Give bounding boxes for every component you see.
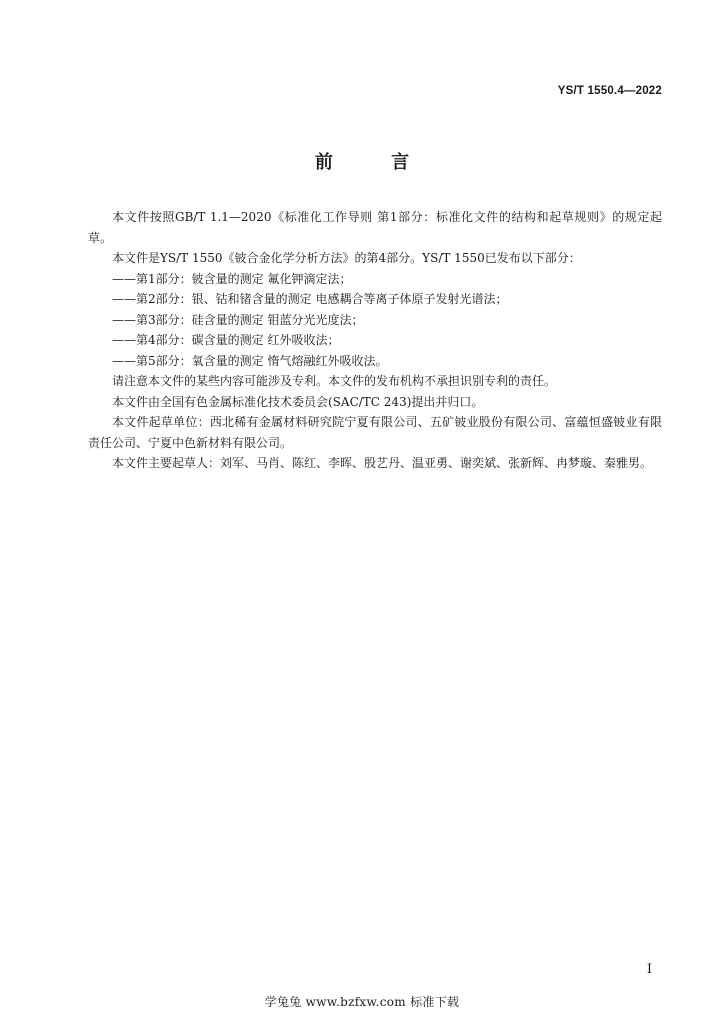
list-item-part-4: ——第4部分：碳含量的测定 红外吸收法； <box>112 333 340 347</box>
list-item-part-5: ——第5部分：氧含量的测定 惰气熔融红外吸收法。 <box>112 353 388 368</box>
page-title: 前 言 <box>314 152 436 173</box>
paragraph-part-intro: 本文件是YS/T 1550《铍合金化学分析方法》的第4部分。YS/T 1550已发布以下部分： <box>112 251 581 265</box>
paragraph-drafters: 本文件主要起草人：刘军、马肖、陈红、李晖、殷艺丹、温亚勇、谢奕斌、张新辉、冉梦璇、秦雅男。 <box>112 456 653 470</box>
paragraph-drafting-units: 本文件起草单位：西北稀有金属材料研究院宁夏有限公司、五矿铍业股份有限公司、富蕴恒盛铍业有限责任公司、宁夏中色新材料有限公司。 <box>88 415 662 450</box>
footer-watermark: 学兔兔 www.bzfxw.com 标准下载 <box>264 995 460 1009</box>
foreword-body <box>88 207 662 474</box>
paragraph-drafting-rules: 本文件按照GB/T 1.1—2020《标准化工作导则 第1部分：标准化文件的结构和起草规则》的规定起草。 <box>88 210 662 245</box>
list-item-part-2: ——第2部分：银、钴和锗含量的测定 电感耦合等离子体原子发射光谱法； <box>112 292 508 306</box>
list-item-part-3: ——第3部分：硅含量的测定 钼蓝分光光度法； <box>112 312 364 327</box>
paragraph-patent-notice: 请注意本文件的某些内容可能涉及专利。本文件的发布机构不承担识别专利的责任。 <box>112 374 557 388</box>
list-item-part-1: ——第1部分：铍含量的测定 氟化钾滴定法； <box>112 271 352 286</box>
paragraph-proposer: 本文件由全国有色金属标准化技术委员会(SAC/TC 243)提出并归口。 <box>112 394 484 409</box>
page-number: I <box>646 962 652 977</box>
standard-code: YS/T 1550.4—2022 <box>557 85 662 97</box>
